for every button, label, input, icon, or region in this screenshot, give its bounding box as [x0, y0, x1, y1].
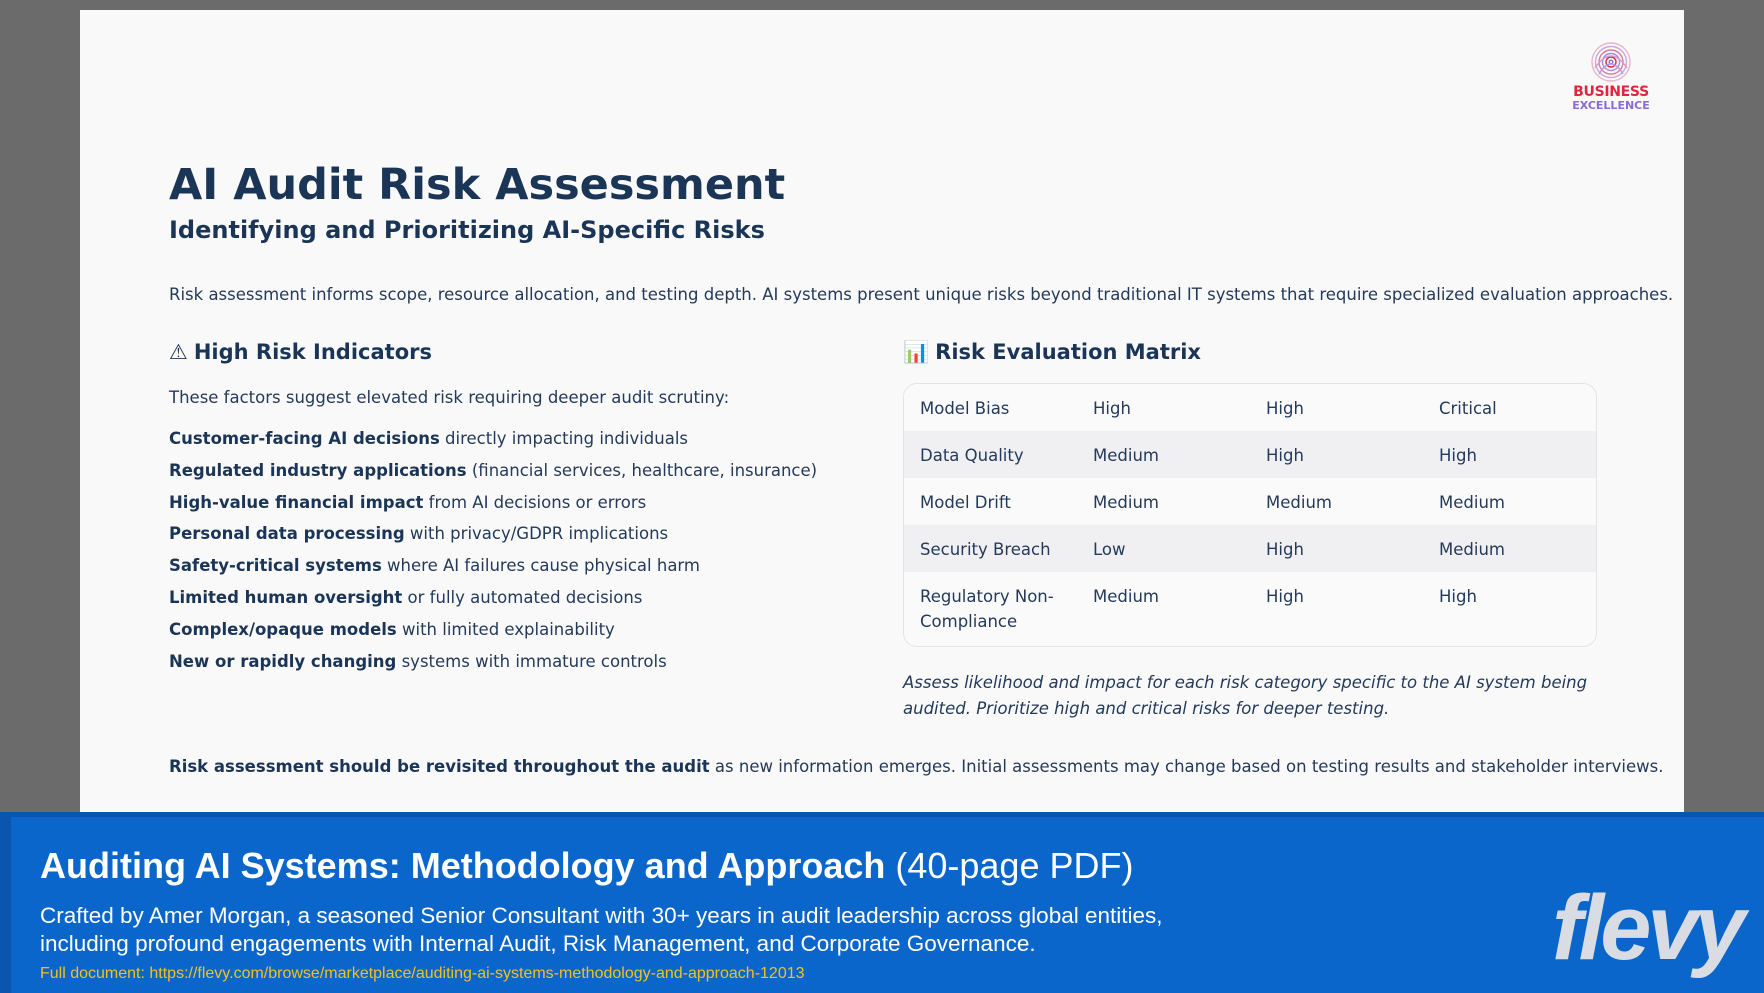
table-cell: High — [1439, 587, 1477, 606]
table-cell: Medium — [1266, 493, 1332, 512]
table-cell: High — [1266, 540, 1304, 559]
table-cell: Medium — [1439, 493, 1505, 512]
list-item: Regulated industry applications (financial services, healthcare, insurance) — [169, 460, 818, 480]
flevy-logo[interactable]: flevy — [1552, 877, 1742, 979]
table-row — [904, 572, 1596, 646]
list-item: Customer-facing AI decisions directly impacting individuals — [169, 429, 689, 448]
table-row — [904, 431, 1596, 478]
banner-description: Crafted by Amer Morgan, a seasoned Senior Consultant with 30+ years in audit leadership across global entities, including profound engagements with Internal Audit, Risk Management, and Corporate Governance. — [40, 903, 1163, 956]
indicators-lead: These factors suggest elevated risk requiring deeper audit scrutiny: — [169, 388, 730, 407]
table-cell: Model Drift — [920, 493, 1011, 512]
slide — [80, 10, 1684, 816]
risk-matrix-heading-text: Risk Evaluation Matrix — [935, 340, 1201, 364]
table-cell: Regulatory Non-Compliance — [920, 587, 1054, 631]
table-cell: Medium — [1439, 540, 1505, 559]
bar-chart-icon: 📊 — [903, 340, 930, 364]
document-link[interactable]: Full document: https://flevy.com/browse/marketplace/auditing-ai-systems-methodology-and-approach-12013 — [40, 965, 805, 982]
table-cell: Medium — [1093, 493, 1159, 512]
list-item: Complex/opaque models with limited explainability — [169, 619, 615, 639]
footer-note: Risk assessment should be revisited throughout the audit as new information emerges. Initial assessments may change based on testing results and stakeholder interviews. — [169, 757, 1664, 776]
table-row — [904, 478, 1596, 525]
list-item: Limited human oversight or fully automated decisions — [169, 587, 643, 607]
promo-banner — [0, 812, 1764, 993]
warning-icon: ⚠ — [169, 340, 188, 364]
table-row — [904, 384, 1596, 431]
table-cell: High — [1266, 399, 1304, 418]
high-risk-heading — [169, 340, 432, 364]
list-item: New or rapidly changing systems with immature controls — [169, 651, 667, 671]
list-item: Safety-critical systems where AI failures cause physical harm — [169, 556, 700, 576]
banner-title[interactable]: Auditing AI Systems: Methodology and Approach (40-page PDF) — [40, 845, 1134, 886]
logo-line-1: BUSINESS — [1573, 84, 1649, 100]
business-excellence-logo — [1568, 40, 1654, 112]
fingerprint-icon — [1589, 40, 1633, 84]
table-cell: High — [1266, 587, 1304, 606]
matrix-note: Assess likelihood and impact for each risk category specific to the AI system being audited. Prioritize high and critical risks for deeper testing. — [903, 673, 1588, 718]
page-subtitle: Identifying and Prioritizing AI-Specific Risks — [169, 216, 765, 244]
table-cell: Data Quality — [920, 446, 1024, 465]
table-cell: High — [1266, 446, 1304, 465]
risk-matrix-heading — [903, 340, 1201, 365]
list-item: Personal data processing with privacy/GDPR implications — [169, 524, 669, 544]
table-cell: Low — [1093, 540, 1126, 559]
table-cell: Critical — [1439, 399, 1497, 418]
list-item: High-value financial impact from AI decisions or errors — [169, 492, 647, 512]
intro-text: Risk assessment informs scope, resource allocation, and testing depth. AI systems present unique risks beyond traditional IT systems that require specialized evaluation approaches. — [169, 285, 1674, 304]
risk-matrix-table — [903, 383, 1597, 647]
table-cell: High — [1093, 399, 1131, 418]
table-cell: Medium — [1093, 446, 1159, 465]
table-row — [904, 525, 1596, 572]
logo-line-2: EXCELLENCE — [1572, 99, 1650, 112]
page-title: AI Audit Risk Assessment — [169, 160, 786, 210]
banner-edge — [0, 812, 11, 993]
indicators-list — [169, 428, 817, 682]
table-cell: Security Breach — [920, 540, 1051, 559]
high-risk-heading-text: High Risk Indicators — [193, 340, 432, 364]
table-cell: Medium — [1093, 587, 1159, 606]
table-cell: High — [1439, 446, 1477, 465]
table-cell: Model Bias — [920, 399, 1010, 418]
